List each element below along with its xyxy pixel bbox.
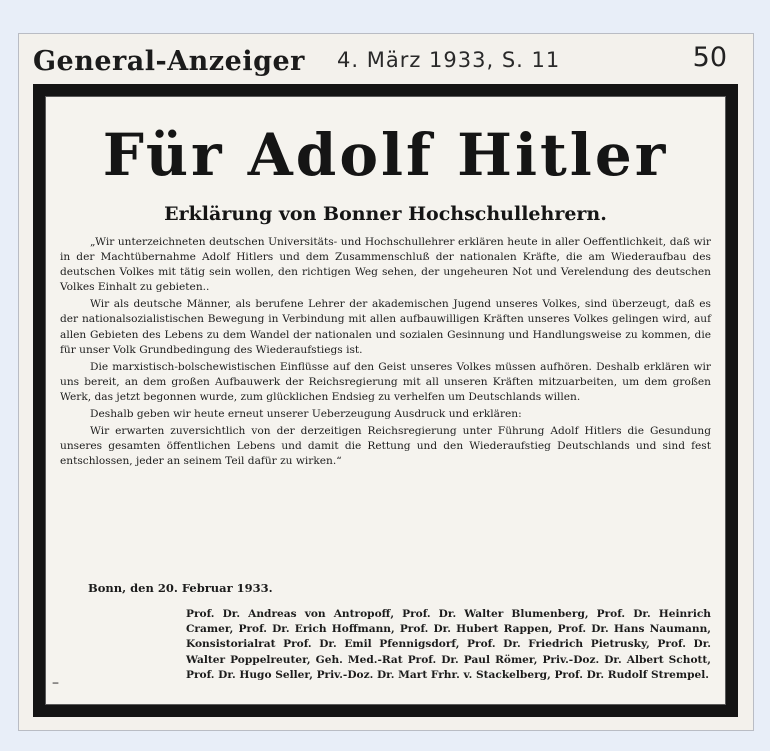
article-box (45, 96, 726, 705)
handwritten-page-number: 50 (692, 42, 727, 73)
article-body (60, 235, 711, 471)
article-dateline: Bonn, den 20. Februar 1933. (88, 581, 273, 595)
article-border-frame (33, 84, 738, 717)
article-headline: Für Adolf Hitler (102, 121, 669, 189)
signatories-list: Prof. Dr. Andreas von Antropoff, Prof. Dr. Walter Blumenberg, Prof. Dr. Heinrich Cramer, Prof. Dr. Erich Hoffmann, Prof. Dr. Hubert Rappen, Prof. Dr. Hans Naumann, Konsistorialrat Prof. Dr. Emil Pfennigsdorf, Prof. Dr. Friedrich Pietrusky, Prof. Dr. Walter Poppelreuter, Geh. Med.-Rat Prof. Dr. Paul Römer, Priv.-Doz. Dr. Albert Schott, Prof. Dr. Hugo Seller, Priv.-Doz. Dr. Mart Frhr. v. Stackelberg, Prof. Dr. Rudolf Strempel. (186, 608, 711, 681)
handwritten-date-note: 4. März 1933, S. 11 (337, 48, 561, 72)
article-paragraph: Wir erwarten zuversichtlich von der derzeitigen Reichsregierung unter Führung Adolf Hitlers die Gesundung unseres gesamten öffentlichen Lebens und damit die Rettung und den Wiederaufstieg Deutschlands und sind fest entschlossen, jeder an seinem Teil dafür zu wirken.“ (60, 425, 711, 468)
newspaper-clipping (18, 33, 754, 731)
margin-mark: – (52, 675, 59, 691)
article-paragraph: Deshalb geben wir heute erneut unserer Ueberzeugung Ausdruck und erklären: (90, 408, 522, 421)
article-paragraph: Die marxistisch-bolschewistischen Einflüsse auf den Geist unseres Volkes müssen aufhören. Deshalb erklären wir uns bereit, an dem großen Aufbauwerk der Reichsregierung mit all unseren Kräften mitzuarbeiten, um dem großen Werk, das jetzt begonnen wurde, zum glücklichen Endsieg zu verhelfen um Deutschlands willen. (60, 360, 711, 403)
article-subheadline: Erklärung von Bonner Hochschullehrern. (164, 203, 607, 225)
article-paragraph: Wir als deutsche Männer, als berufene Lehrer der akademischen Jugend unseres Volkes, sind überzeugt, daß es der nationalsozialistischen Bewegung in Verbindung mit allen aufbauwilligen Kräften unseres Volkes gelingen wird, auf allen Gebieten des Lebens zu dem Wandel der nationalen und sozialen Gesinnung und Handlungsweise zu kommen, die für unser Volk Grundbedingung des Wiederaufstiegs ist. (60, 298, 711, 356)
article-paragraph: „Wir unterzeichneten deutschen Universitäts- und Hochschullehrer erklären heute in aller Oeffentlichkeit, daß wir in der Machtübernahme Adolf Hitlers und dem Zusammenschluß der nationalen Kräfte, die am Wiederaufbau des deutschen Volkes mit tätig sein wollen, den richtigen Weg sehen, der ungeheuren Not und Verelendung des deutschen Volkes Einhalt zu gebieten.. (60, 236, 711, 294)
newspaper-masthead: General-Anzeiger (33, 46, 305, 77)
